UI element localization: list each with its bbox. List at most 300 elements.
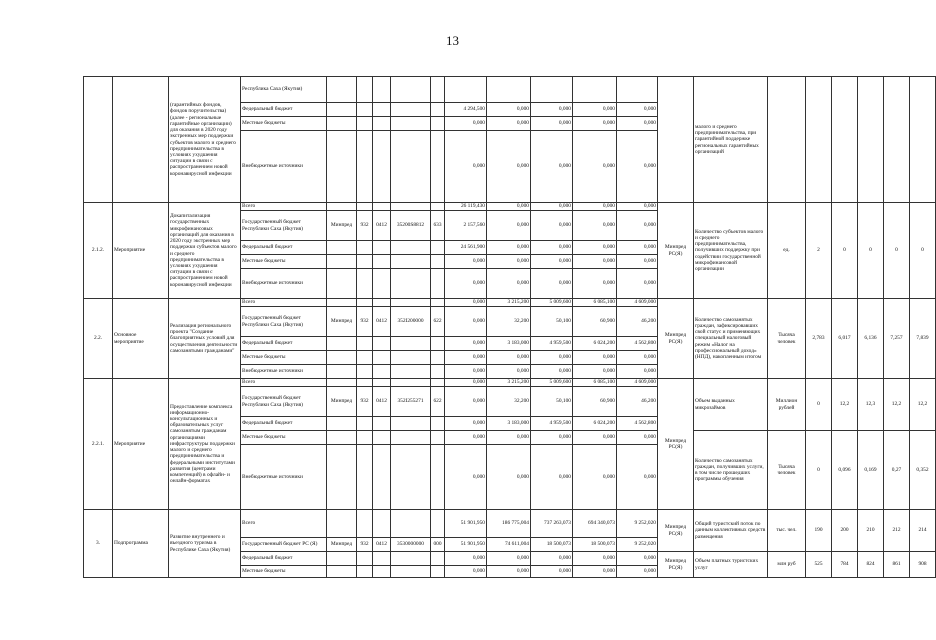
funding-value: 0,000	[617, 255, 658, 269]
funding-source: Всего	[241, 379, 327, 387]
admin-code: Минпред	[327, 211, 357, 241]
funding-value: 0,000	[531, 269, 573, 299]
funding-value: 0,000	[531, 203, 573, 211]
table-row	[84, 379, 936, 387]
indicator-value: 200	[832, 510, 858, 552]
item-name: Предоставление комплекса информационно-консультационных и образовательных услуг самозанятым гражданам организациями инфраструктуры поддержки малого и среднего предпринимательства и федеральными институтами развития (центрами компетенций) в офлайн- и онлайн-форматах	[169, 379, 241, 510]
item-name: (гарантийных фондов, фондов поручительства) (далее - региональные гарантийные организации) для оказания в 2020 году экстренных мер поддержки субъектов малого и среднего предпринимательства в условиях ухудшения ситуации в связи с распространением новой коронавирусной инфекции	[169, 77, 241, 203]
funding-value: 0,000	[617, 269, 658, 299]
funding-value: 0,000	[531, 103, 573, 117]
funding-value: 0,000	[487, 445, 531, 510]
funding-value	[531, 77, 573, 103]
funding-value: 0,000	[573, 365, 617, 379]
expense-type-code	[431, 351, 445, 365]
funding-value	[573, 77, 617, 103]
section-code: 932	[357, 538, 373, 552]
indicator-value: 0,27	[884, 431, 910, 510]
executor: Минпред РС(Я)	[658, 379, 694, 510]
admin-code	[327, 552, 357, 566]
subsection-code	[373, 269, 391, 299]
indicator-value: 0,096	[832, 431, 858, 510]
indicator-value: 0	[806, 431, 832, 510]
expense-type-code	[431, 510, 445, 538]
funding-value: 0,000	[445, 552, 487, 566]
section-code	[357, 552, 373, 566]
subsection-code	[373, 431, 391, 445]
funding-source: Республика Саха (Якутия)	[241, 77, 327, 103]
funding-value: 46,200	[617, 307, 658, 337]
admin-code	[327, 131, 357, 203]
funding-value: 0,000	[573, 255, 617, 269]
funding-value: 4 562,800	[617, 417, 658, 431]
item-type: Основное мероприятие	[113, 299, 169, 379]
admin-code	[327, 417, 357, 431]
funding-value: 0,000	[531, 131, 573, 203]
funding-value: 0,000	[445, 379, 487, 387]
executor: Минпред РС(Я)	[658, 299, 694, 379]
funding-value: 0,000	[573, 552, 617, 566]
indicator-value: 824	[858, 552, 884, 578]
funding-value: 0,000	[573, 203, 617, 211]
item-number: 3.	[84, 510, 113, 578]
expense-type-code	[431, 269, 445, 299]
funding-value: 0,000	[445, 351, 487, 365]
table-body	[84, 77, 936, 578]
indicator-value: 2,783	[806, 299, 832, 379]
funding-value: 0,000	[617, 131, 658, 203]
funding-value: 0,000	[487, 269, 531, 299]
indicator-value	[910, 77, 936, 203]
funding-value: 26 119,430	[445, 203, 487, 211]
indicator-value: 0,352	[910, 431, 936, 510]
indicator-value: 0	[832, 203, 858, 299]
table-row	[84, 510, 936, 538]
subsection-code	[373, 117, 391, 131]
indicator-value: 12,2	[910, 379, 936, 431]
funding-value: 0,000	[487, 552, 531, 566]
funding-value: 737 263,073	[531, 510, 573, 538]
funding-value: 3 183,000	[487, 337, 531, 351]
subsection-code	[373, 337, 391, 351]
subsection-code: 0412	[373, 387, 391, 417]
expense-type-code: 622	[431, 307, 445, 337]
item-type	[113, 77, 169, 203]
target-article-code	[391, 241, 431, 255]
subsection-code	[373, 241, 391, 255]
expense-type-code	[431, 299, 445, 307]
section-code	[357, 445, 373, 510]
funding-value: 32,200	[487, 307, 531, 337]
target-article-code	[391, 417, 431, 431]
indicator-value: 7,257	[884, 299, 910, 379]
admin-code	[327, 337, 357, 351]
target-article-code	[391, 566, 431, 578]
admin-code	[327, 365, 357, 379]
funding-value: 0,000	[573, 131, 617, 203]
indicator-value: 190	[806, 510, 832, 552]
admin-code	[327, 103, 357, 117]
subsection-code	[373, 131, 391, 203]
funding-source: Государственный бюджет Республики Саха (Якутия)	[241, 211, 327, 241]
target-article-code	[391, 337, 431, 351]
admin-code	[327, 117, 357, 131]
funding-value: 6 024,200	[573, 337, 617, 351]
item-number: 2.2.	[84, 299, 113, 379]
admin-code	[327, 566, 357, 578]
funding-value: 0,000	[445, 307, 487, 337]
expense-type-code	[431, 566, 445, 578]
funding-value: 51 901,950	[445, 510, 487, 538]
indicator-value: 525	[806, 552, 832, 578]
target-article-code	[391, 203, 431, 211]
funding-value: 0,000	[487, 131, 531, 203]
admin-code	[327, 203, 357, 211]
section-code	[357, 241, 373, 255]
funding-value: 60,900	[573, 387, 617, 417]
funding-value: 6 024,200	[573, 417, 617, 431]
subsection-code	[373, 566, 391, 578]
section-code	[357, 379, 373, 387]
funding-source: Местные бюджеты	[241, 117, 327, 131]
indicator-name: Объем платных туристских услуг	[694, 552, 768, 578]
target-article-code	[391, 445, 431, 510]
item-type: Мероприятие	[113, 379, 169, 510]
funding-value: 0,000	[573, 241, 617, 255]
executor	[658, 77, 694, 203]
funding-source: Внебюджетные источники	[241, 269, 327, 299]
funding-source: Всего	[241, 510, 327, 538]
funding-value: 0,000	[573, 117, 617, 131]
expense-type-code	[431, 203, 445, 211]
subsection-code: 0412	[373, 307, 391, 337]
item-name: Реализация регионального проекта "Создание благоприятных условий для осуществления деятельности самозанятыми гражданами"	[169, 299, 241, 379]
indicator-value: 0	[910, 203, 936, 299]
funding-value: 694 340,073	[573, 510, 617, 538]
funding-value: 3 215,200	[487, 299, 531, 307]
indicator-unit: ед.	[768, 203, 806, 299]
expense-type-code	[431, 131, 445, 203]
indicator-value: 212	[884, 510, 910, 552]
funding-value: 4 562,800	[617, 337, 658, 351]
expense-type-code	[431, 103, 445, 117]
item-type: Подпрограмма	[113, 510, 169, 578]
funding-value: 0,000	[573, 351, 617, 365]
funding-value: 0,000	[445, 255, 487, 269]
indicator-name: малого и среднего предпринимательства, при гарантийной поддержке региональных гарантийных организаций	[694, 77, 768, 203]
funding-value: 0,000	[531, 117, 573, 131]
funding-value: 0,000	[617, 445, 658, 510]
funding-value: 3 183,000	[487, 417, 531, 431]
subsection-code	[373, 379, 391, 387]
funding-value: 0,000	[531, 445, 573, 510]
funding-source: Местные бюджеты	[241, 351, 327, 365]
expense-type-code: 622	[431, 387, 445, 417]
funding-value: 0,000	[487, 365, 531, 379]
subsection-code	[373, 417, 391, 431]
funding-value: 50,100	[531, 307, 573, 337]
funding-source: Внебюджетные источники	[241, 445, 327, 510]
target-article-code	[391, 510, 431, 538]
page-number: 13	[446, 33, 459, 48]
funding-value: 0,000	[445, 337, 487, 351]
subsection-code	[373, 510, 391, 538]
section-code	[357, 103, 373, 117]
funding-value: 0,000	[445, 299, 487, 307]
indicator-name: Количество субъектов малого и среднего предпринимательства, получивших поддержку при содействии государственной микрофинансовой организации	[694, 203, 768, 299]
subsection-code	[373, 255, 391, 269]
indicator-value: 6,017	[832, 299, 858, 379]
admin-code	[327, 241, 357, 255]
section-code	[357, 131, 373, 203]
funding-value: 0,000	[487, 431, 531, 445]
executor: Минпред РС(Я)	[658, 552, 694, 578]
funding-source: Государственный бюджет Республики Саха (Якутия)	[241, 307, 327, 337]
indicator-value: 908	[910, 552, 936, 578]
target-article-code: 3530000000	[391, 538, 431, 552]
expense-type-code: 000	[431, 538, 445, 552]
funding-value: 0,000	[445, 431, 487, 445]
executor: Минпред РС(Я)	[658, 203, 694, 299]
indicator-value: 2	[806, 203, 832, 299]
table-row	[84, 77, 936, 103]
indicator-value: 6,136	[858, 299, 884, 379]
indicator-value: 12,2	[884, 379, 910, 431]
admin-code	[327, 269, 357, 299]
admin-code: Минпред	[327, 538, 357, 552]
funding-value: 0,000	[487, 103, 531, 117]
indicator-value: 12,3	[858, 379, 884, 431]
target-article-code	[391, 379, 431, 387]
indicator-value	[884, 77, 910, 203]
expense-type-code	[431, 379, 445, 387]
admin-code	[327, 431, 357, 445]
indicator-value: 0	[858, 203, 884, 299]
section-code	[357, 365, 373, 379]
funding-value: 9 252,020	[617, 538, 658, 552]
target-article-code	[391, 269, 431, 299]
table-row	[84, 203, 936, 211]
indicator-value: 12,2	[832, 379, 858, 431]
funding-value: 0,000	[531, 241, 573, 255]
indicator-value	[832, 77, 858, 203]
funding-value: 0,000	[445, 131, 487, 203]
item-name: Докапитализация государственных микрофинансовых организаций для оказания в 2020 году экстренных мер поддержки субъектов малого и среднего предпринимательства в условиях ухудшения ситуации в связи с распространением новой коронавирусной инфекции	[169, 203, 241, 299]
funding-value: 0,000	[617, 431, 658, 445]
item-name: Развитие внутреннего и въездного туризма в Республике Саха (Якутия)	[169, 510, 241, 578]
expense-type-code	[431, 431, 445, 445]
item-number: 2.2.1.	[84, 379, 113, 510]
expense-type-code	[431, 241, 445, 255]
funding-source: Федеральный бюджет	[241, 337, 327, 351]
funding-source: Местные бюджеты	[241, 255, 327, 269]
funding-value: 18 500,073	[531, 538, 573, 552]
section-code	[357, 510, 373, 538]
funding-value: 0,000	[617, 566, 658, 578]
indicator-value: 861	[884, 552, 910, 578]
section-code: 932	[357, 387, 373, 417]
funding-value: 0,000	[531, 255, 573, 269]
funding-value: 0,000	[617, 241, 658, 255]
indicator-unit: млн руб	[768, 552, 806, 578]
target-article-code: 35200S8812	[391, 211, 431, 241]
funding-value: 0,000	[573, 103, 617, 117]
funding-value: 9 252,020	[617, 510, 658, 538]
expense-type-code	[431, 255, 445, 269]
indicator-value: 0,169	[858, 431, 884, 510]
target-article-code	[391, 131, 431, 203]
funding-value: 0,000	[531, 552, 573, 566]
subsection-code: 0412	[373, 211, 391, 241]
target-article-code	[391, 255, 431, 269]
funding-value: 0,000	[573, 269, 617, 299]
section-code	[357, 269, 373, 299]
subsection-code	[373, 103, 391, 117]
funding-value: 0,000	[617, 365, 658, 379]
program-table	[83, 76, 936, 578]
indicator-value: 210	[858, 510, 884, 552]
funding-value: 24 561,900	[445, 241, 487, 255]
funding-source: Федеральный бюджет	[241, 103, 327, 117]
expense-type-code	[431, 337, 445, 351]
section-code	[357, 337, 373, 351]
funding-value: 3 215,200	[487, 379, 531, 387]
target-article-code	[391, 77, 431, 103]
admin-code: Минпред	[327, 387, 357, 417]
funding-value: 0,000	[487, 351, 531, 365]
funding-value: 0,000	[487, 566, 531, 578]
expense-type-code	[431, 77, 445, 103]
indicator-value	[806, 77, 832, 203]
section-code: 932	[357, 211, 373, 241]
funding-value: 4 959,500	[531, 417, 573, 431]
indicator-value: 784	[832, 552, 858, 578]
subsection-code	[373, 299, 391, 307]
subsection-code	[373, 77, 391, 103]
funding-value: 0,000	[617, 203, 658, 211]
admin-code	[327, 77, 357, 103]
funding-value: 0,000	[531, 351, 573, 365]
funding-value: 0,000	[445, 566, 487, 578]
funding-source: Федеральный бюджет	[241, 552, 327, 566]
target-article-code	[391, 365, 431, 379]
funding-value: 0,000	[573, 431, 617, 445]
funding-value: 32,200	[487, 387, 531, 417]
funding-source: Государственный бюджет РС (Я)	[241, 538, 327, 552]
subsection-code	[373, 552, 391, 566]
indicator-value: 214	[910, 510, 936, 552]
funding-value: 0,000	[487, 255, 531, 269]
funding-value: 0,000	[573, 445, 617, 510]
admin-code	[327, 379, 357, 387]
funding-source: Федеральный бюджет	[241, 241, 327, 255]
funding-value: 0,000	[531, 431, 573, 445]
funding-value: 0,000	[617, 351, 658, 365]
target-article-code	[391, 431, 431, 445]
subsection-code: 0412	[373, 538, 391, 552]
funding-value: 0,000	[617, 117, 658, 131]
funding-value: 0,000	[573, 566, 617, 578]
funding-value: 6 085,100	[573, 299, 617, 307]
funding-value: 18 500,073	[573, 538, 617, 552]
funding-value: 4 959,500	[531, 337, 573, 351]
funding-value: 0,000	[445, 269, 487, 299]
funding-value: 4 294,500	[445, 103, 487, 117]
target-article-code: 352I200000	[391, 307, 431, 337]
admin-code	[327, 255, 357, 269]
funding-value: 0,000	[445, 445, 487, 510]
funding-value: 46,200	[617, 387, 658, 417]
funding-value: 0,000	[617, 211, 658, 241]
section-code	[357, 566, 373, 578]
funding-value	[445, 77, 487, 103]
section-code	[357, 299, 373, 307]
executor: Минпред РС(Я)	[658, 510, 694, 552]
target-article-code	[391, 299, 431, 307]
target-article-code	[391, 103, 431, 117]
indicator-value: 0	[884, 203, 910, 299]
funding-value: 5 009,600	[531, 299, 573, 307]
funding-value: 0,000	[531, 211, 573, 241]
section-code: 932	[357, 307, 373, 337]
admin-code	[327, 445, 357, 510]
subsection-code	[373, 365, 391, 379]
expense-type-code	[431, 552, 445, 566]
indicator-unit: Тысяча человек	[768, 431, 806, 510]
funding-source: Внебюджетные источники	[241, 131, 327, 203]
admin-code	[327, 351, 357, 365]
indicator-name: Количество самозанятых граждан, получивших услуги, в том числе прошедших программы обучения	[694, 431, 768, 510]
subsection-code	[373, 203, 391, 211]
admin-code: Минпред	[327, 307, 357, 337]
funding-value: 74 611,004	[487, 538, 531, 552]
funding-value: 186 775,004	[487, 510, 531, 538]
funding-value	[487, 77, 531, 103]
funding-value	[617, 77, 658, 103]
funding-value: 4 609,000	[617, 379, 658, 387]
funding-value: 0,000	[445, 117, 487, 131]
funding-value: 0,000	[487, 211, 531, 241]
expense-type-code: 633	[431, 211, 445, 241]
funding-value: 0,000	[487, 117, 531, 131]
target-article-code	[391, 552, 431, 566]
indicator-unit: тыс. чел.	[768, 510, 806, 552]
section-code	[357, 351, 373, 365]
indicator-unit: Тысяча человек	[768, 299, 806, 379]
funding-source: Федеральный бюджет	[241, 417, 327, 431]
funding-value: 0,000	[531, 566, 573, 578]
funding-value: 6 085,100	[573, 379, 617, 387]
funding-value: 0,000	[617, 103, 658, 117]
subsection-code	[373, 351, 391, 365]
funding-value: 50,100	[531, 387, 573, 417]
funding-value: 0,000	[531, 365, 573, 379]
section-code	[357, 203, 373, 211]
funding-source: Внебюджетные источники	[241, 365, 327, 379]
subsection-code	[373, 445, 391, 510]
funding-source: Всего	[241, 203, 327, 211]
funding-value: 5 009,600	[531, 379, 573, 387]
funding-source: Всего	[241, 299, 327, 307]
funding-value: 2 157,560	[445, 211, 487, 241]
expense-type-code	[431, 417, 445, 431]
section-code	[357, 117, 373, 131]
target-article-code: 352I255271	[391, 387, 431, 417]
funding-value: 51 901,950	[445, 538, 487, 552]
funding-source: Государственный бюджет Республики Саха (Якутия)	[241, 387, 327, 417]
target-article-code	[391, 117, 431, 131]
section-code	[357, 255, 373, 269]
funding-value: 60,900	[573, 307, 617, 337]
